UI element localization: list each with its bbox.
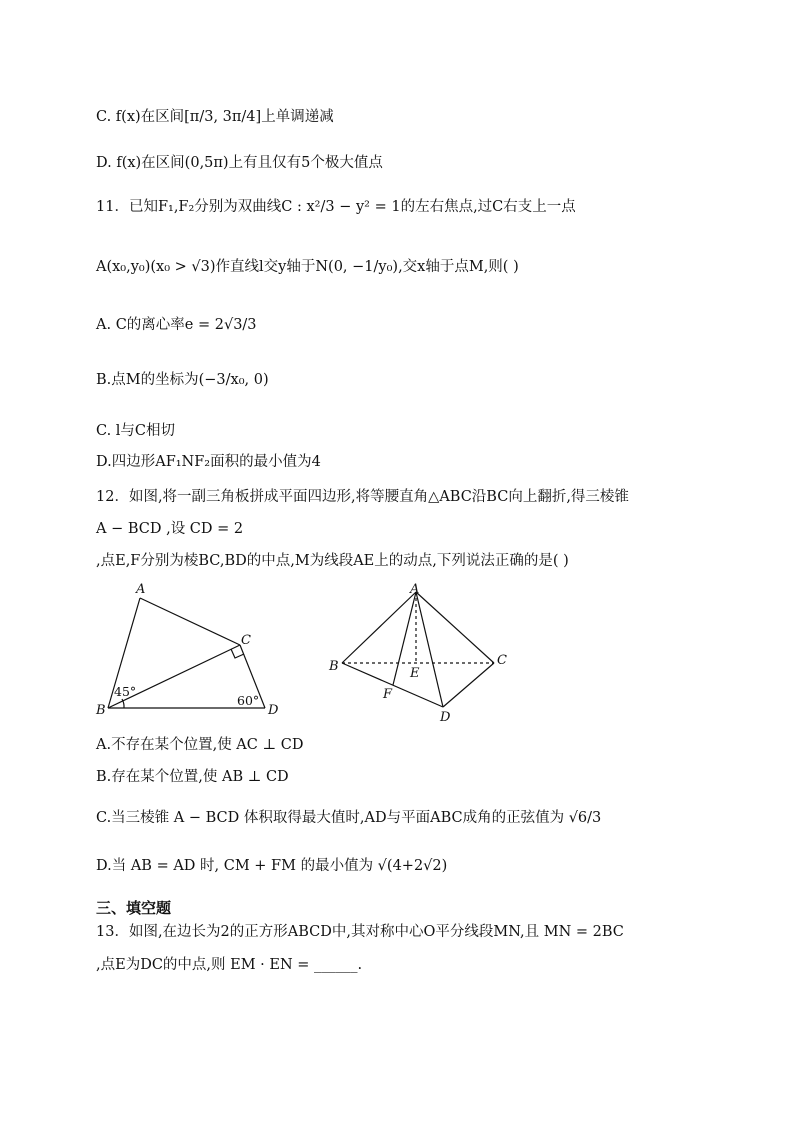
text-line-q11b: A(x₀,y₀)(x₀ > √3)作直线l交y轴于N(0, −1/y₀),交x轴于点M,则( ) — [96, 259, 519, 275]
figure-tetrahedron — [342, 592, 494, 707]
text-line-optB11: B.点M的坐标为(−3/x₀, 0) — [96, 372, 269, 388]
fig1-label-b: B — [96, 703, 106, 718]
text-line-q11a: 11．已知F₁,F₂分别为双曲线C : x²/3 − y² = 1的左右焦点,过C右支上一点 — [96, 199, 576, 215]
text-line-q13a: 13．如图,在边长为2的正方形ABCD中,其对称中心O平分线段MN,且 MN = 2BC — [96, 924, 624, 940]
text-line-q10d: D. f(x)在区间(0,5π)上有且仅有5个极大值点 — [96, 155, 383, 171]
text-line-section3: 三、填空题 — [96, 899, 172, 917]
edge-dc — [443, 663, 494, 707]
text-line-optA12: A.不存在某个位置,使 AC ⊥ CD — [96, 737, 304, 753]
edge-ab — [342, 592, 416, 663]
edge-ad — [416, 592, 443, 707]
fig2-label-e: E — [410, 666, 420, 681]
fig1-label-c: C — [241, 633, 251, 648]
text-line-q12c: ,点E,F分别为棱BC,BD的中点,M为线段AE上的动点,下列说法正确的是( ) — [96, 553, 569, 569]
edge-ac — [140, 598, 240, 645]
fig2-label-d: D — [440, 710, 451, 725]
text-line-optC12: C.当三棱锥 A − BCD 体积取得最大值时,AD与平面ABC成角的正弦值为 √6/3 — [96, 810, 602, 826]
text-line-q12a: 12．如图,将一副三角板拼成平面四边形,将等腰直角△ABC沿BC向上翻折,得三棱锥 — [96, 489, 629, 505]
text-line-optD11: D.四边形AF₁NF₂面积的最小值为4 — [96, 454, 321, 470]
text-line-optC11: C. l与C相切 — [96, 423, 176, 439]
text-line-q13b: ,点E为DC的中点,则 EM · EN = ______. — [96, 957, 363, 973]
fig2-label-c: C — [497, 653, 507, 668]
fig1-angle-b: 45° — [114, 684, 137, 699]
text-line-q12b: A − BCD ,设 CD = 2 — [96, 521, 244, 537]
text-line-optA11: A. C的离心率e = 2√3/3 — [96, 317, 257, 333]
edge-bd — [342, 663, 443, 707]
fig1-label-a: A — [136, 582, 146, 597]
fig1-angle-d: 60° — [237, 693, 260, 708]
text-line-optB12: B.存在某个位置,使 AB ⊥ CD — [96, 769, 289, 785]
fig2-label-f: F — [383, 687, 393, 702]
edge-ac — [416, 592, 494, 663]
text-line-optD12: D.当 AB = AD 时, CM + FM 的最小值为 √(4+2√2) — [96, 858, 448, 874]
fig2-label-b: B — [329, 659, 339, 674]
fig2-label-a: A — [410, 582, 420, 597]
fig1-label-d: D — [268, 703, 279, 718]
text-line-q10c: C. f(x)在区间[π/3, 3π/4]上单调递减 — [96, 109, 334, 125]
